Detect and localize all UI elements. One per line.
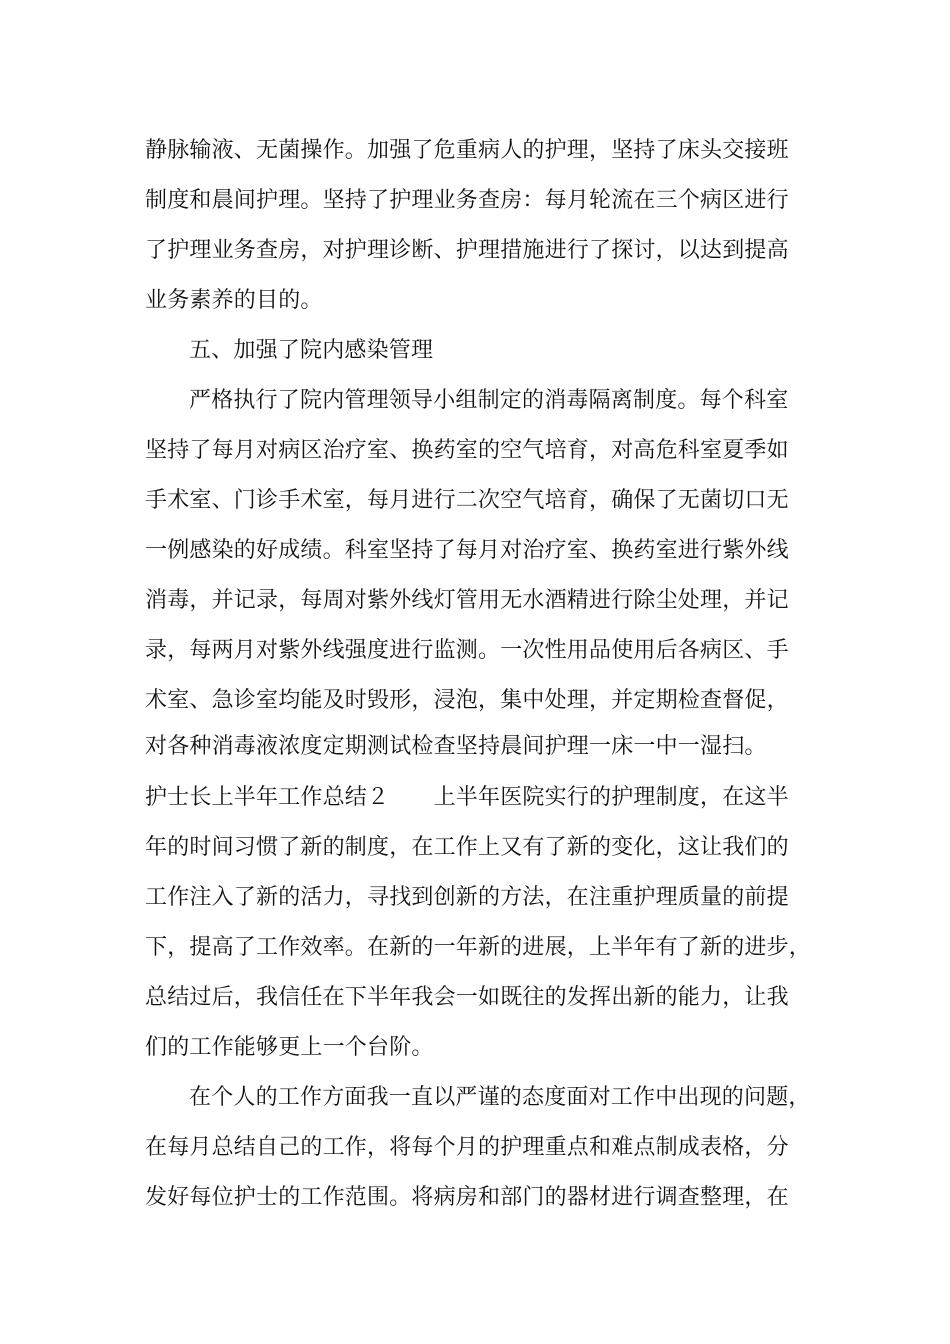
- text-line: 坚持了每月对病区治疗室、换药室的空气培育，对高危科室夏季如: [145, 438, 789, 463]
- text-line: 发好每位护士的工作范围。将病房和部门的器材进行调查整理，在: [145, 1185, 789, 1210]
- text-line: 静脉输液、无菌操作。加强了危重病人的护理，坚持了床头交接班: [145, 138, 789, 163]
- text-line: 工作注入了新的活力，寻找到创新的方法，在注重护理质量的前提: [145, 885, 789, 910]
- text-line: 在每月总结自己的工作，将每个月的护理重点和难点制成表格，分: [145, 1135, 789, 1160]
- text-line: 制度和晨间护理。坚持了护理业务查房：每月轮流在三个病区进行: [145, 188, 789, 213]
- text-line: 严格执行了院内管理领导小组制定的消毒隔离制度。每个科室: [189, 388, 789, 413]
- text-line: 术室、急诊室均能及时毁形，浸泡，集中处理，并定期检查督促，: [145, 688, 789, 713]
- text-line: 护士长上半年工作总结２ 上半年医院实行的护理制度，在这半: [145, 785, 789, 810]
- text-line: 消毒，并记录，每周对紫外线灯管用无水酒精进行除尘处理，并记: [145, 588, 789, 613]
- text-line: 年的时间习惯了新的制度，在工作上又有了新的变化，这让我们的: [145, 835, 789, 860]
- text-line: 对各种消毒液浓度定期测试检查坚持晨间护理一床一中一湿扫。: [145, 734, 767, 759]
- text-line: 在个人的工作方面我一直以严谨的态度面对工作中出现的问题，: [189, 1085, 811, 1110]
- text-line: 业务素养的目的。: [145, 288, 323, 313]
- text-line: 录，每两月对紫外线强度进行监测。一次性用品使用后各病区、手: [145, 638, 789, 663]
- text-line: 了护理业务查房，对护理诊断、护理措施进行了探讨，以达到提高: [145, 238, 789, 263]
- text-line: 下，提高了工作效率。在新的一年新的进展，上半年有了新的进步，: [145, 935, 812, 960]
- text-line: 一例感染的好成绩。科室坚持了每月对治疗室、换药室进行紫外线: [145, 538, 789, 563]
- section-heading: 五、加强了院内感染管理: [189, 338, 434, 363]
- text-line: 手术室、门诊手术室，每月进行二次空气培育，确保了无菌切口无: [145, 488, 789, 513]
- text-line: 们的工作能够更上一个台阶。: [145, 1035, 434, 1060]
- text-line: 总结过后，我信任在下半年我会一如既往的发挥出新的能力，让我: [145, 985, 789, 1010]
